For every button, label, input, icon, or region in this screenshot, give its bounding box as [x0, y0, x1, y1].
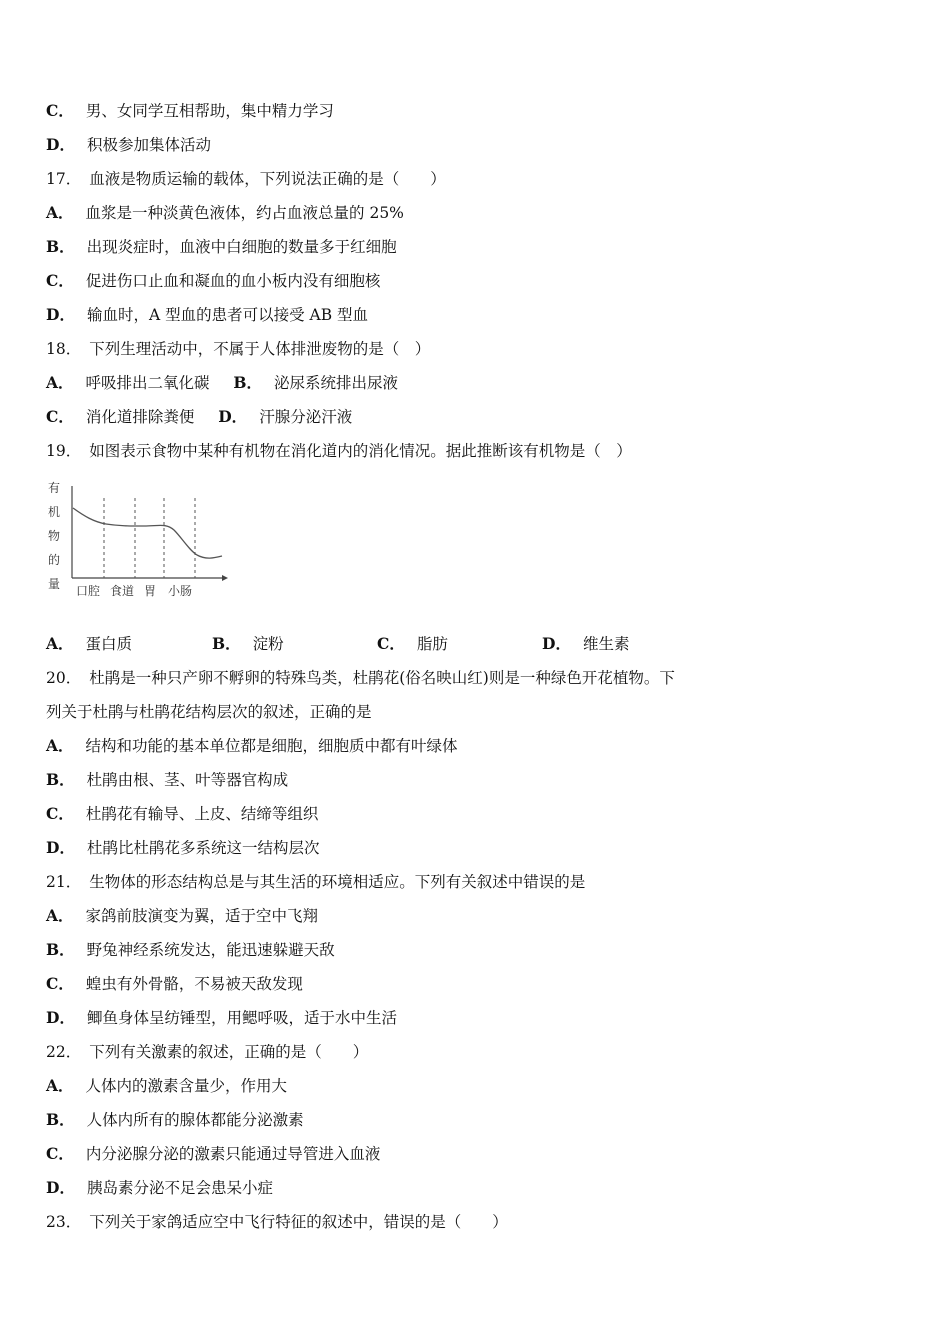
q21-option-c: C． 蝗虫有外骨骼，不易被天敌发现: [46, 974, 303, 993]
q19-option-b: B． 淀粉: [212, 634, 284, 653]
q17-option-b: B． 出现炎症时，血液中白细胞的数量多于红细胞: [46, 237, 397, 256]
q18-option-a-text: 呼吸排出二氧化碳: [85, 374, 210, 392]
q18-options-ab: [46, 373, 398, 393]
q18-options-cd: [46, 407, 352, 427]
y-label-char: 物: [48, 529, 61, 543]
q18-option-a-label: A．: [46, 373, 74, 392]
q19-stem: 19． 如图表示食物中某种有机物在消化道内的消化情况。据此推断该有机物是（ ）: [46, 442, 632, 460]
q22-stem: 22． 下列有关激素的叙述，正确的是（ ）: [46, 1043, 369, 1061]
q22-option-b: B． 人体内所有的腺体都能分泌激素: [46, 1110, 304, 1129]
y-label-char: 有: [48, 481, 61, 495]
x-label-small-intestine: 小肠: [168, 584, 193, 598]
q20-option-c: C． 杜鹃花有输导、上皮、结缔等组织: [46, 804, 319, 823]
q19-option-a: A． 蛋白质: [46, 634, 133, 653]
q20-stem-line1: 20． 杜鹃是一种只产卵不孵卵的特殊鸟类，杜鹃花(俗名映山红)则是一种绿色开花植物。下: [46, 669, 675, 687]
q18-option-d-text: 汗腺分泌汗液: [259, 408, 353, 426]
q20-option-b: B． 杜鹃由根、茎、叶等器官构成: [46, 770, 289, 789]
q23-stem: 23． 下列关于家鸽适应空中飞行特征的叙述中，错误的是（ ）: [46, 1213, 508, 1231]
q18-option-b-text: 泌尿系统排出尿液: [274, 374, 399, 392]
q22-option-a: A． 人体内的激素含量少，作用大: [46, 1076, 288, 1095]
y-label-char: 的: [48, 553, 61, 567]
q19-option-c: C． 脂肪: [377, 634, 448, 653]
q22-option-c: C． 内分泌腺分泌的激素只能通过导管进入血液: [46, 1144, 381, 1163]
q18-option-c-label: C．: [46, 407, 74, 426]
q16-option-d: D． 积极参加集体活动: [46, 135, 211, 154]
q17-option-c: C． 促进伤口止血和凝血的血小板内没有细胞核: [46, 271, 381, 290]
q20-option-d: D． 杜鹃比杜鹃花多系统这一结构层次: [46, 838, 320, 857]
q22-option-d: D． 胰岛素分泌不足会患呆小症: [46, 1178, 273, 1197]
y-label-char: 量: [48, 577, 61, 591]
q17-option-a: A． 血浆是一种淡黄色液体，约占血液总量的 25%: [46, 203, 404, 222]
q19-digestion-figure: [44, 478, 244, 603]
q21-option-b: B． 野兔神经系统发达，能迅速躲避天敌: [46, 940, 335, 959]
x-axis-arrow: [222, 575, 228, 581]
q18-stem: 18． 下列生理活动中，不属于人体排泄废物的是（ ）: [46, 340, 431, 358]
q20-stem-line2: 列关于杜鹃与杜鹃花结构层次的叙述，正确的是: [46, 703, 372, 721]
x-label-stomach: 胃: [144, 584, 157, 598]
digestion-curve: [73, 508, 222, 558]
q17-stem: 17． 血液是物质运输的载体，下列说法正确的是（ ）: [46, 170, 446, 188]
q21-option-d: D． 鲫鱼身体呈纺锤型，用鳃呼吸，适于水中生活: [46, 1008, 397, 1027]
x-label-esophagus: 食道: [110, 584, 135, 598]
q18-option-c-text: 消化道排除粪便: [85, 408, 195, 426]
q17-option-d: D． 输血时，A 型血的患者可以接受 AB 型血: [46, 305, 369, 324]
q20-option-a: A． 结构和功能的基本单位都是细胞，细胞质中都有叶绿体: [46, 736, 458, 755]
q18-option-b-label: B．: [233, 373, 263, 392]
q21-option-a: A． 家鸽前肢演变为翼，适于空中飞翔: [46, 906, 319, 925]
q21-stem: 21． 生物体的形态结构总是与其生活的环境相适应。下列有关叙述中错误的是: [46, 873, 586, 891]
y-label-char: 机: [48, 505, 61, 519]
x-label-mouth: 口腔: [76, 584, 101, 598]
q18-option-d-label: D．: [218, 407, 248, 426]
q19-option-d: D． 维生素: [542, 634, 630, 653]
q16-option-c: C． 男、女同学互相帮助，集中精力学习: [46, 101, 334, 120]
